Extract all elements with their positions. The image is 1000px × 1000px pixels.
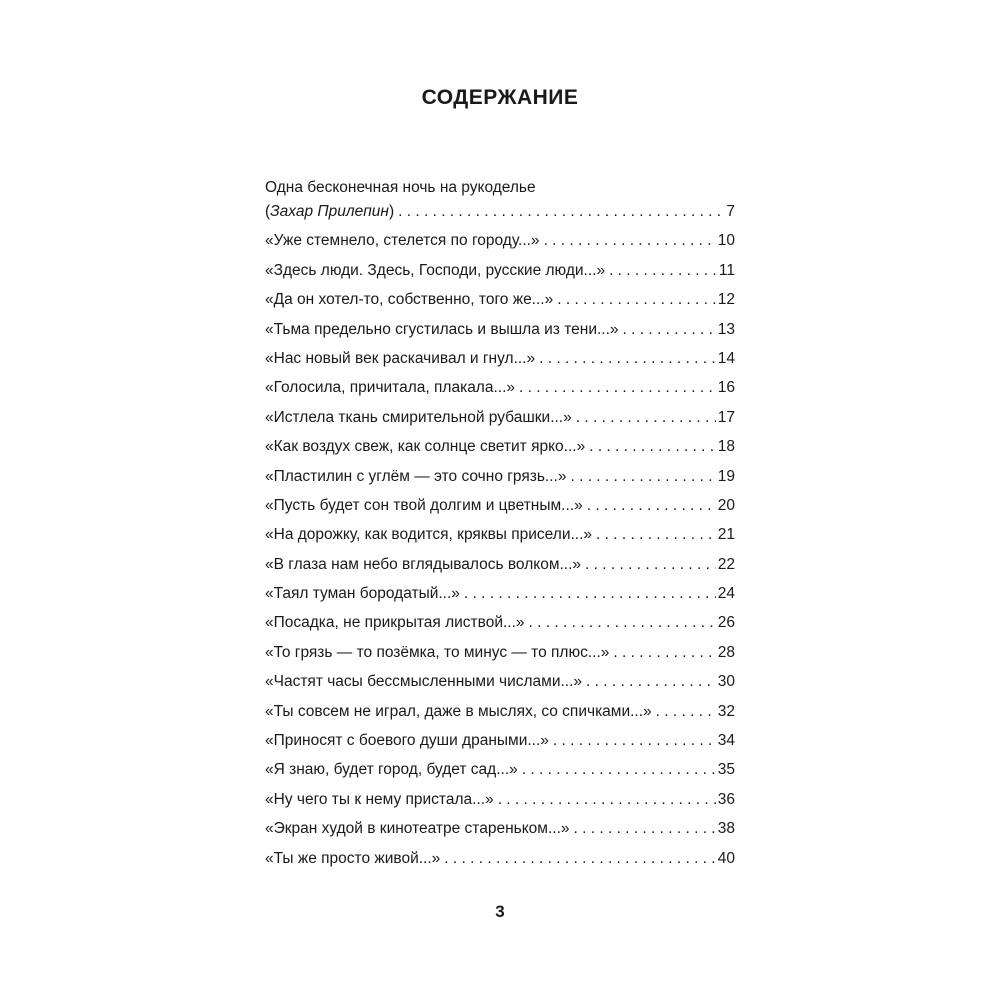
toc-leader-dots [586, 670, 716, 694]
toc-leader-dots [529, 611, 716, 635]
toc-leader-dots [498, 788, 716, 812]
toc-entry-list [265, 229, 735, 870]
toc-leader-dots [522, 758, 716, 782]
toc-entry-page: 17 [717, 408, 735, 426]
toc-entry-title: «Приносят с боевого души драными...» [265, 732, 549, 750]
toc-entry-page: 18 [717, 438, 735, 456]
toc-entry-page: 21 [717, 526, 735, 544]
toc-entry-title: «Нас новый век раскачивал и гнул...» [265, 349, 536, 367]
toc-leader-dots [557, 288, 716, 312]
toc-entry-title: «Ты совсем не играл, даже в мыслях, со спичками...» [265, 702, 652, 720]
toc-entry [265, 817, 735, 841]
toc-leader-dots [464, 582, 716, 606]
toc-leader-dots [544, 229, 716, 253]
toc-entry-page: 30 [717, 673, 735, 691]
toc-entry [265, 288, 735, 312]
toc-entry [265, 582, 735, 606]
toc-entry-page: 38 [717, 820, 735, 838]
toc-entry-page: 28 [717, 643, 735, 661]
toc-entry-title: «Таял туман бородатый...» [265, 585, 460, 603]
toc-entry-page: 24 [717, 585, 735, 603]
toc-leader-dots [613, 641, 715, 665]
toc-entry-page: 10 [717, 232, 735, 250]
toc-entry-title: «Ты же просто живой...» [265, 849, 441, 867]
toc-entry-page: 22 [717, 555, 735, 573]
toc-entry [265, 553, 735, 577]
toc-leader-dots [623, 318, 716, 342]
toc-leader-dots [519, 376, 716, 400]
toc-entry-page: 32 [717, 702, 735, 720]
toc-entry-title: «Посадка, не прикрытая листвой...» [265, 614, 525, 632]
toc-entry-title: «В глаза нам небо вглядывалось волком...» [265, 555, 582, 573]
toc-leader-dots [553, 729, 716, 753]
toc-entry [265, 200, 735, 224]
toc-entry [265, 758, 735, 782]
page-number: 3 [495, 902, 505, 921]
toc-entry [265, 847, 735, 871]
toc-entry-page: 34 [717, 732, 735, 750]
toc-entry-title: «Я знаю, будет город, будет сад...» [265, 761, 518, 779]
toc-entry-title: «На дорожку, как водится, кряквы присели...» [265, 526, 593, 544]
toc-leader-dots [576, 406, 716, 430]
toc-leader-dots [587, 494, 716, 518]
toc-entry-title: «Ну чего ты к нему пристала...» [265, 790, 494, 808]
toc-leader-dots [609, 259, 717, 283]
toc-entry [265, 670, 735, 694]
toc-entry [265, 376, 735, 400]
toc-leader-dots [596, 523, 716, 547]
toc-entry [265, 435, 735, 459]
toc-entry [265, 611, 735, 635]
toc-entry [265, 406, 735, 430]
toc-entry-title: «Пластилин с углём — это сочно грязь...» [265, 467, 567, 485]
toc-entry-title: «То грязь — то позёмка, то минус — то плюс...» [265, 643, 610, 661]
toc-leader-dots [585, 553, 716, 577]
toc-entry-page: 20 [717, 496, 735, 514]
toc-leader-dots [589, 435, 716, 459]
toc-entry-title: «Экран худой в кинотеатре стареньком...» [265, 820, 570, 838]
toc-leader-dots [539, 347, 716, 371]
toc-entry-title: «Уже стемнело, стелется по городу...» [265, 232, 540, 250]
toc-entry-page: 12 [717, 291, 735, 309]
toc-entry-title: «Да он хотел-то, собственно, того же...» [265, 291, 554, 309]
toc-entry [265, 729, 735, 753]
toc-entry [265, 465, 735, 489]
toc-entry-title: «Здесь люди. Здесь, Господи, русские люди...» [265, 261, 606, 279]
table-of-contents [265, 176, 735, 876]
toc-entry-page: 7 [726, 203, 735, 220]
toc-entry [265, 347, 735, 371]
page-title: СОДЕРЖАНИЕ [421, 86, 579, 109]
toc-entry [265, 523, 735, 547]
toc-entry-title: «Тьма предельно сгустилась и вышла из тени...» [265, 320, 619, 338]
toc-entry-page: 26 [717, 614, 735, 632]
toc-entry-title: «Как воздух свеж, как солнце светит ярко...» [265, 438, 586, 456]
toc-entry [265, 788, 735, 812]
toc-entry-author-line: (Захар Прилепин) [265, 203, 395, 220]
toc-entry-page: 19 [717, 467, 735, 485]
toc-entry-title: «Голосила, причитала, плакала...» [265, 379, 516, 397]
toc-entry-page: 16 [717, 379, 735, 397]
toc-entry-title: «Истлела ткань смирительной рубашки...» [265, 408, 572, 426]
toc-leader-dots [398, 200, 724, 224]
toc-entry [265, 259, 735, 283]
toc-entry [265, 641, 735, 665]
toc-entry-author: Захар Прилепин [270, 203, 389, 220]
toc-leader-dots [444, 847, 715, 871]
toc-entry-page: 36 [717, 790, 735, 808]
toc-entry-page: 35 [717, 761, 735, 779]
toc-entry-title: «Частят часы бессмысленными числами...» [265, 673, 583, 691]
toc-entry-page: 40 [717, 849, 735, 867]
toc-entry [265, 229, 735, 253]
toc-entry-page: 13 [717, 320, 735, 338]
toc-leader-dots [570, 465, 715, 489]
toc-entry [265, 700, 735, 724]
toc-entry [265, 494, 735, 518]
toc-entry [265, 318, 735, 342]
toc-entry-page: 14 [717, 349, 735, 367]
toc-leader-dots [656, 700, 716, 724]
toc-entry-page: 11 [718, 261, 735, 279]
toc-leader-dots [574, 817, 716, 841]
toc-entry-title: «Пусть будет сон твой долгим и цветным...» [265, 496, 583, 514]
toc-entry-first-line: Одна бесконечная ночь на рукоделье [265, 179, 536, 196]
